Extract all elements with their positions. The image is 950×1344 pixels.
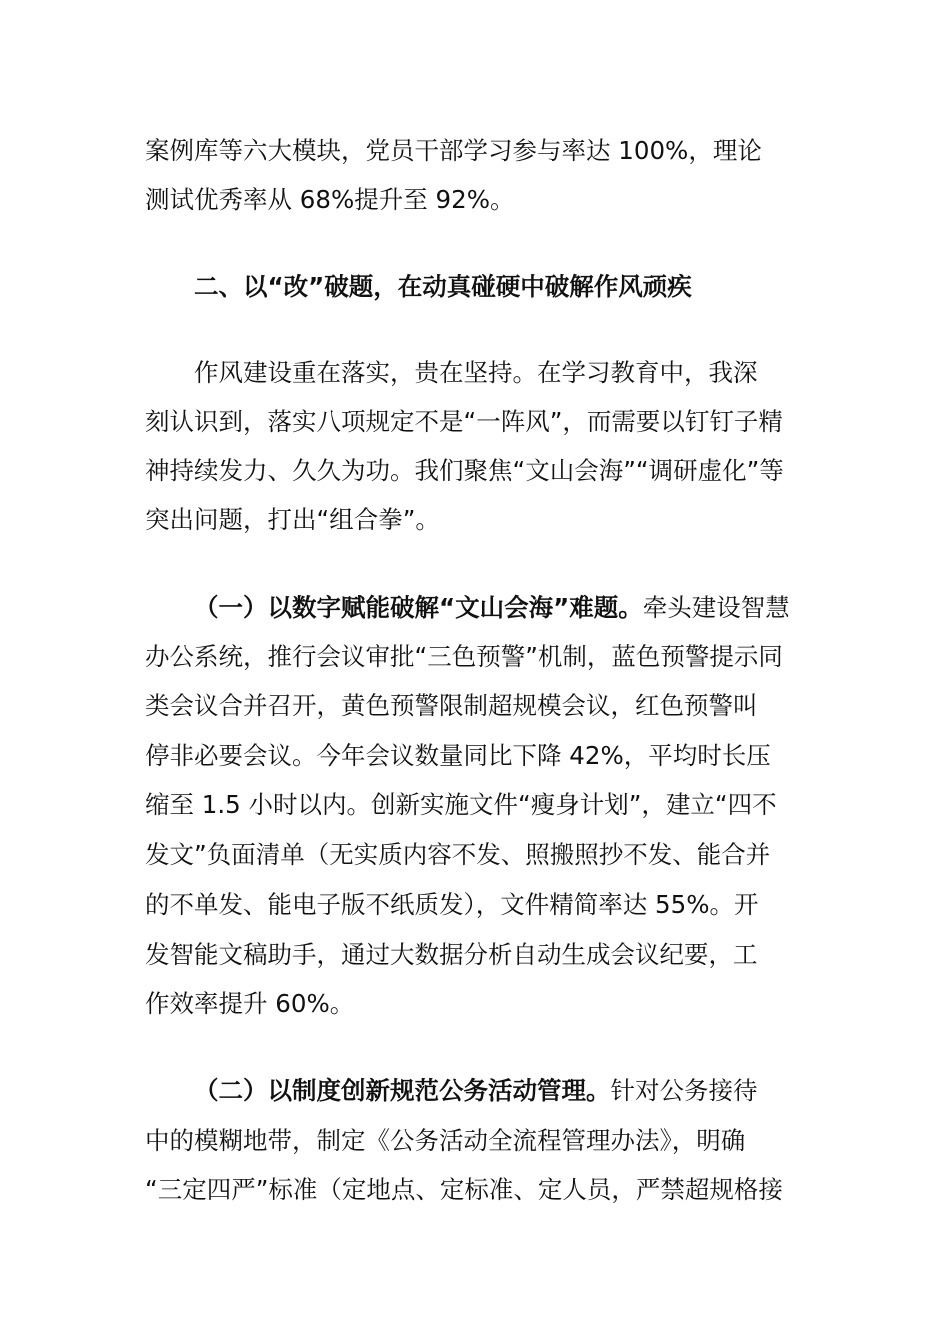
paragraph-2-line-1: 作风建设重在落实，贵在坚持。在学习教育中，我深 [194,358,758,387]
paragraph-3-line-3: 类会议合并召开，黄色预警限制超规模会议，红色预警叫 [145,691,758,720]
paragraph-4-line-3: “三定四严”标准（定地点、定标准、定人员，严禁超规格接 [145,1175,783,1204]
paragraph-4-line-2: 中的模糊地带，制定《公务活动全流程管理办法》，明确 [145,1126,746,1155]
paragraph-4-line-1 [194,1073,758,1109]
paragraph-3-line-8: 发智能文稿助手，通过大数据分析自动生成会议纪要，工 [145,940,758,969]
paragraph-2-line-3: 神持续发力、久久为功。我们聚焦“文山会海”“调研虚化”等 [145,456,784,485]
paragraph-3-lead: （一）以数字赋能破解“文山会海”难题。 [194,593,643,622]
paragraph-1-line-1: 案例库等六大模块，党员干部学习参与率达 100%，理论 [145,136,762,165]
paragraph-3-line-9: 作效率提升 60%。 [145,989,355,1018]
paragraph-3-line-4: 停非必要会议。今年会议数量同比下降 42%，平均时长压 [145,741,771,770]
section-heading: 二、以“改”破题，在动真碰硬中破解作风顽疾 [194,272,692,301]
paragraph-3-line-6: 发文”负面清单（无实质内容不发、照搬照抄不发、能合并 [145,840,771,869]
paragraph-4-lead: （二）以制度创新规范公务活动管理。 [194,1076,611,1105]
paragraph-1-line-2: 测试优秀率从 68%提升至 92%。 [145,185,515,214]
paragraph-3-line-1 [194,590,790,626]
paragraph-3-line-2: 办公系统，推行会议审批“三色预警”机制，蓝色预警提示同 [145,642,783,671]
paragraph-3-line-7: 的不单发、能电子版不纸质发），文件精简率达 55%。开 [145,890,759,919]
paragraph-3-line-1-rest: 牵头建设智慧 [642,593,790,622]
paragraph-2-line-2: 刻认识到，落实八项规定不是“一阵风”，而需要以钉钉子精 [145,407,783,436]
paragraph-3-line-5: 缩至 1.5 小时以内。创新实施文件“瘦身计划”，建立“四不 [145,790,777,819]
paragraph-2-line-4: 突出问题，打出“组合拳”。 [145,505,440,534]
paragraph-4-line-1-rest: 针对公务接待 [610,1076,758,1105]
